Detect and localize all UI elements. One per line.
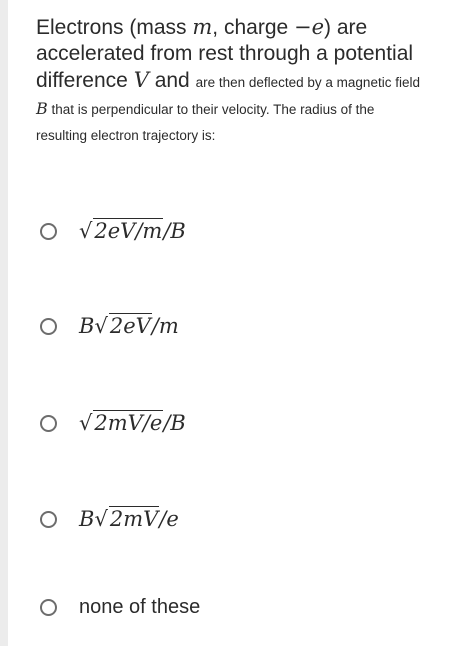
- option-1-label: √2eV/m/B: [79, 219, 186, 243]
- question-line-2: accelerated from rest through a potential: [36, 42, 414, 65]
- radio-button[interactable]: [40, 511, 57, 528]
- radio-button[interactable]: [40, 599, 57, 616]
- question-line-4: B that is perpendicular to their velocity. The radius of the: [36, 99, 375, 118]
- option-3-label: √2mV/e/B: [79, 411, 186, 435]
- radio-button[interactable]: [40, 318, 57, 335]
- radio-button[interactable]: [40, 223, 57, 240]
- option-4-label: B√2mV/e: [79, 507, 179, 531]
- question-line-5: resulting electron trajectory is:: [36, 128, 216, 143]
- answer-option-5[interactable]: [40, 587, 200, 627]
- question-text: [36, 14, 468, 149]
- question-line-3: difference V and are then deflected by a magnetic field: [36, 68, 420, 92]
- answer-option-1[interactable]: [40, 211, 186, 251]
- option-5-label: none of these: [79, 595, 201, 618]
- left-edge-bar: [0, 0, 8, 646]
- option-2-label: B√2eV/m: [79, 314, 179, 338]
- question-line-1: Electrons (mass m, charge −e) are: [36, 15, 368, 39]
- answer-option-3[interactable]: [40, 403, 186, 443]
- answer-option-4[interactable]: [40, 499, 179, 539]
- answer-option-2[interactable]: [40, 306, 179, 346]
- radio-button[interactable]: [40, 415, 57, 432]
